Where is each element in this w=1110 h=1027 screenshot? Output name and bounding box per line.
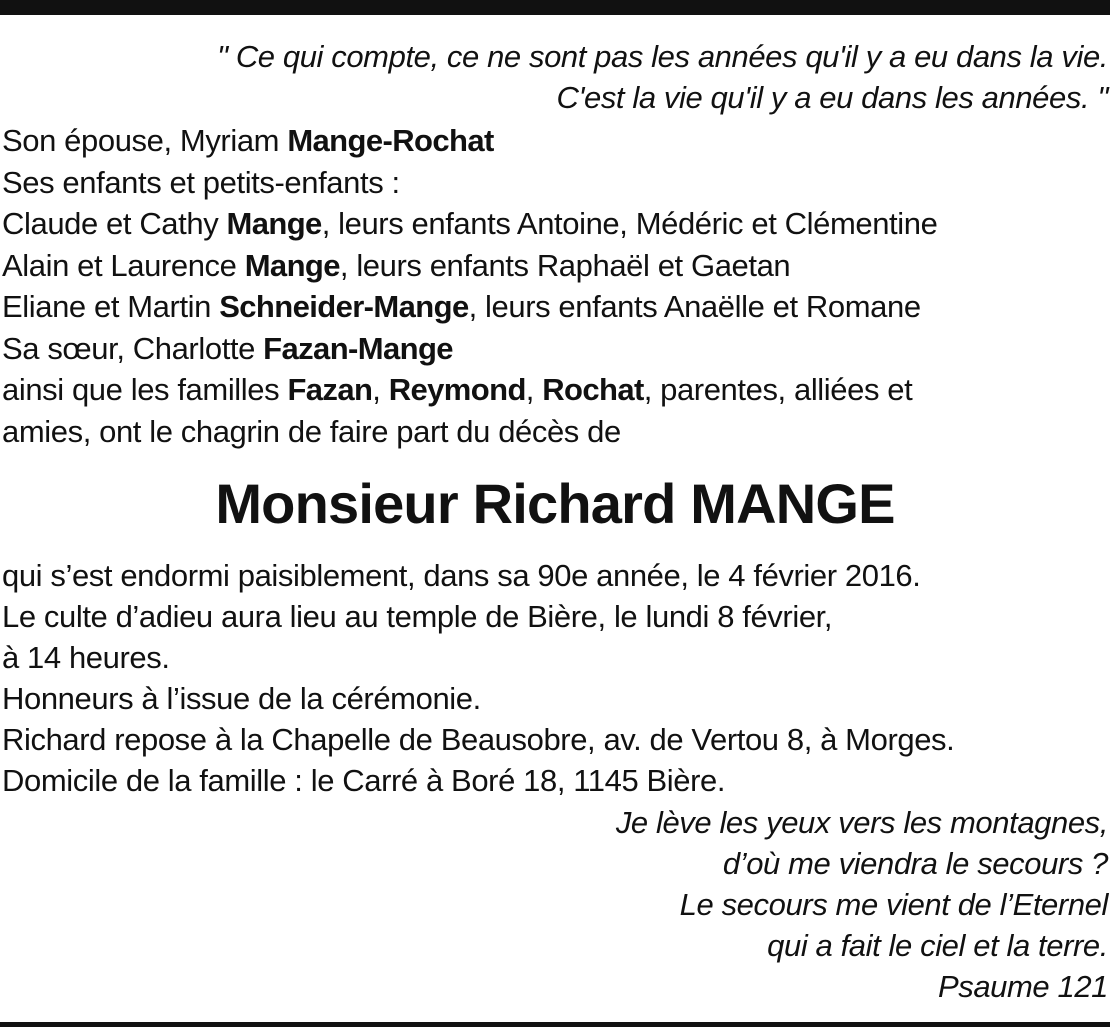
quote-line-2: C'est la vie qu'il y a eu dans les années. " xyxy=(556,80,1108,115)
family-name-reymond: Reymond xyxy=(388,372,526,407)
details-line-4: Honneurs à l’issue de la cérémonie. xyxy=(2,681,481,716)
others-separator-1: , xyxy=(372,372,389,407)
psalm-verse xyxy=(0,802,1108,1007)
psalm-line-1: Je lève les yeux vers les montagnes, xyxy=(615,805,1108,840)
child2-prefix: Alain et Laurence xyxy=(2,247,245,283)
top-border-rule xyxy=(0,0,1110,15)
child-line-3 xyxy=(2,286,1108,328)
spouse-name: Mange-Rochat xyxy=(287,123,494,158)
psalm-line-3: Le secours me vient de l’Eternel xyxy=(679,887,1108,922)
details-line-2: Le culte d’adieu aura lieu au temple de Bière, le lundi 8 février, xyxy=(2,599,833,634)
child1-name: Mange xyxy=(226,206,322,241)
child1-prefix: Claude et Cathy xyxy=(2,206,227,241)
child3-prefix: Eliane et Martin xyxy=(2,289,220,324)
children-intro: Ses enfants et petits-enfants : xyxy=(2,164,400,200)
others-separator-2: , xyxy=(525,372,543,407)
others-suffix: , parentes, alliées et xyxy=(643,372,913,407)
child-line-1 xyxy=(2,203,1108,245)
family-name-fazan: Fazan xyxy=(287,372,373,407)
details-line-5: Richard repose à la Chapelle de Beausobre, av. de Vertou 8, à Morges. xyxy=(2,722,955,757)
child2-suffix: , leurs enfants Raphaël et Gaetan xyxy=(339,247,791,283)
quote-line-1: " Ce qui compte, ce ne sont pas les années qu'il y a eu dans la vie. xyxy=(217,39,1108,74)
opening-quote xyxy=(0,36,1108,118)
child2-name: Mange xyxy=(244,247,340,283)
others-prefix: ainsi que les familles xyxy=(2,372,288,407)
sister-name: Fazan-Mange xyxy=(263,330,453,366)
announcement-closing: amies, ont le chagrin de faire part du décès de xyxy=(2,413,621,449)
spouse-line xyxy=(2,120,1108,162)
child1-suffix: , leurs enfants Antoine, Médéric et Clémentine xyxy=(321,206,938,241)
deceased-name: Monsieur Richard MANGE xyxy=(215,472,895,535)
child3-name: Schneider-Mange xyxy=(219,289,469,324)
family-announcement xyxy=(2,120,1108,452)
child-line-2 xyxy=(2,245,1108,287)
sister-prefix: Sa sœur, Charlotte xyxy=(2,330,264,366)
spouse-prefix: Son épouse, Myriam xyxy=(2,123,288,158)
psalm-reference: Psaume 121 xyxy=(937,969,1108,1004)
funeral-details xyxy=(2,555,1108,801)
sister-line xyxy=(2,328,1108,370)
child3-suffix: , leurs enfants Anaëlle et Romane xyxy=(468,289,921,324)
other-families-line xyxy=(2,369,1108,411)
details-line-6: Domicile de la famille : le Carré à Boré 18, 1145 Bière. xyxy=(2,763,726,798)
psalm-line-4: qui a fait le ciel et la terre. xyxy=(767,928,1108,963)
details-line-1: qui s’est endormi paisiblement, dans sa 90e année, le 4 février 2016. xyxy=(2,558,921,593)
details-line-3: à 14 heures. xyxy=(2,640,170,675)
family-name-rochat: Rochat xyxy=(542,372,644,407)
psalm-line-2: d’où me viendra le secours ? xyxy=(722,846,1108,881)
bottom-border-rule xyxy=(0,1022,1110,1027)
